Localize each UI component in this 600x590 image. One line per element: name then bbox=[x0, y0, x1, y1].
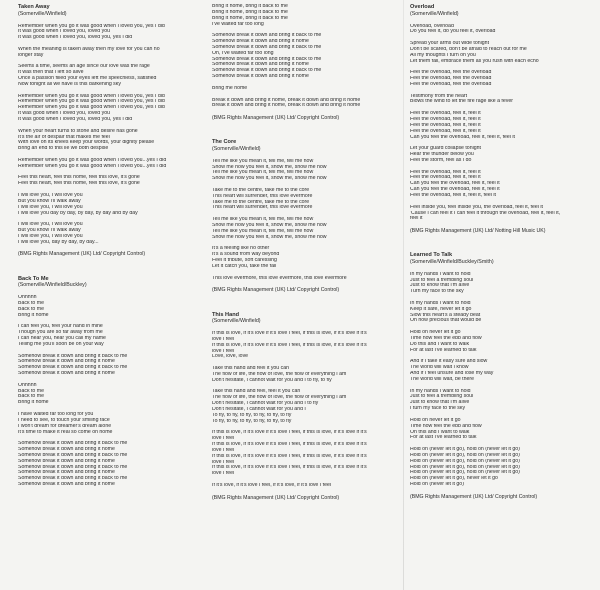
lyric-line: In my hands I want to hold bbox=[410, 271, 471, 277]
lyric-line: Somehow break it down and bring it back to me bbox=[18, 353, 128, 359]
stanza bbox=[18, 64, 208, 87]
lyric-line: Bring it home bbox=[18, 312, 49, 318]
lyric-line: Take me to the centre, take me to the core bbox=[212, 199, 310, 205]
song-title: This Hand bbox=[212, 311, 240, 318]
lyric-line: Break it down and bring it home, break it down and bring it home bbox=[212, 103, 361, 109]
lyric-line: Feel the storm, feel as I do bbox=[410, 157, 472, 163]
song-taken-away bbox=[18, 4, 208, 258]
lyric-line: Once a passion filled your eyes left me speechless, satisfied bbox=[18, 76, 157, 82]
song-overload bbox=[410, 4, 592, 234]
lyrics-column-3 bbox=[410, 4, 592, 500]
lyric-line: Bring me home bbox=[212, 85, 248, 91]
lyric-line: Tell me like you mean it, tell me, tell me now bbox=[212, 170, 314, 176]
lyric-line: Ohhhhh bbox=[18, 295, 37, 301]
stanza bbox=[410, 359, 592, 382]
stanza bbox=[18, 412, 208, 435]
lyric-line: Let your guard collapse tonight bbox=[410, 146, 481, 152]
lyric-line: Bring it home, bring it back to me bbox=[212, 4, 288, 9]
lyric-line: Bring it home bbox=[18, 400, 49, 406]
lyric-line: Do you feel it, do you feel it, overload bbox=[410, 29, 496, 35]
lyric-line: I have waited far too long for you bbox=[18, 411, 94, 417]
stanza bbox=[18, 222, 208, 245]
spacer bbox=[212, 294, 402, 312]
lyric-line: Show me how you feel it, show me, show me how bbox=[212, 176, 327, 182]
lyric-line: Hold on (never let it go), never let it go bbox=[410, 476, 498, 482]
stanza bbox=[410, 447, 592, 488]
lyric-line: Somehow break it down and bring it back to me bbox=[18, 365, 128, 371]
stanza bbox=[212, 98, 402, 110]
lyric-line: love I feel bbox=[212, 336, 235, 342]
lyric-line: For at last I've learned to talk bbox=[410, 435, 477, 441]
lyric-line: Show me how you feel it, show me, show me how bbox=[212, 223, 327, 229]
lyric-line: Don't hesitate, I cannot wait for you and I bbox=[212, 406, 306, 412]
lyric-line: Hold on (never let it go), hold on (never let it go) bbox=[410, 458, 520, 464]
lyric-line: I will love you, I will love you bbox=[18, 222, 83, 228]
lyric-line: If this is love, if it's love if it's love I feel, if this is love, if it's love if it's bbox=[212, 342, 367, 348]
lyric-line: Hold on (never let it go), hold on (never let it go) bbox=[410, 452, 520, 458]
lyric-line: Time now feel the ebb and flow bbox=[410, 336, 482, 342]
lyric-line: If this is love, if it's love if it's love I feel, if this is love, if it's love if it's bbox=[212, 453, 367, 459]
lyric-line: I will love you, I will love you bbox=[18, 233, 83, 239]
spacer bbox=[18, 258, 208, 276]
stanza bbox=[18, 324, 208, 347]
lyric-line: Hold on (never let it go), hold on (never let it go) bbox=[410, 470, 520, 476]
song-credit: (Somerville/Winfield) bbox=[18, 10, 67, 17]
lyric-line: If this is love, if it's love if it's love I feel, if this is love, if it's love if it's bbox=[212, 465, 367, 471]
stanza bbox=[410, 301, 592, 324]
lyric-line: But you know I'll walk away bbox=[18, 198, 81, 204]
song-title: Back To Me bbox=[18, 275, 49, 282]
lyric-line: Back to me bbox=[18, 388, 44, 394]
lyric-line: Somehow break it down and bring it home bbox=[212, 62, 309, 68]
song-title: Overload bbox=[410, 4, 435, 10]
lyric-line: feel it bbox=[410, 216, 423, 222]
lyric-line: Tell me like you mean it, tell me, tell me now bbox=[212, 228, 314, 234]
lyric-line: I will love you, I will love you bbox=[18, 192, 83, 198]
lyric-line: Hold on never let it go bbox=[410, 330, 461, 336]
lyric-line: Feel inside you, feel inside you, the overload, feel it, feel it bbox=[410, 204, 543, 210]
stanza bbox=[18, 175, 208, 187]
lyric-line: Now tonight all we have is this darkening sky bbox=[18, 81, 121, 87]
lyric-line: love I feel bbox=[212, 348, 235, 354]
lyric-line: Back to me bbox=[18, 394, 44, 400]
lyric-line: Back to me bbox=[18, 300, 44, 306]
stanza bbox=[410, 418, 592, 441]
stanza bbox=[410, 170, 592, 199]
lyric-line: Feel the overload, feel it, feel it bbox=[410, 128, 481, 134]
lyric-line: Somehow break it down and bring it back to me bbox=[18, 476, 128, 482]
lyric-line: It was good when I loved you, loved you bbox=[18, 111, 110, 117]
song-title: Taken Away bbox=[18, 4, 50, 10]
lyric-line: Remember when you go it was good when I loved you, yes I did bbox=[18, 93, 165, 99]
stanza bbox=[410, 205, 592, 223]
lyric-line: Feel the overload, feel it, feel it bbox=[410, 169, 481, 175]
lyric-line: Remember when you go it was good when I loved you, yes I did bbox=[18, 99, 165, 105]
lyric-line: Oh, I've waited far too long bbox=[212, 50, 274, 56]
lyric-line: To fly, to fly, to fly, to fly, to fly, to fly bbox=[212, 412, 292, 418]
lyric-line: The flow of life, the flow of love, the flow of everything I am bbox=[212, 395, 347, 401]
stanza bbox=[212, 483, 402, 489]
lyric-line: Somehow break it down and bring it home bbox=[212, 74, 309, 80]
lyric-line: And if I feel unsure and lose my way bbox=[410, 371, 494, 377]
lyric-line: Can you feel the overload, feel it, feel it bbox=[410, 187, 500, 193]
lyric-line: love I feel bbox=[212, 447, 235, 453]
lyric-line: Somehow break it down and bring it home bbox=[18, 458, 115, 464]
lyric-line: Feel the overload, feel the overload bbox=[410, 81, 492, 87]
lyric-line: When your heart turns to stone and desire has gone bbox=[18, 128, 138, 134]
lyric-line: It was good when I loved you, loved you bbox=[18, 29, 110, 35]
lyric-line: Hold on never let it go bbox=[410, 417, 461, 423]
lyric-line: Can you feel the overload, feel it, feel it bbox=[410, 181, 500, 187]
lyric-line: If this is love, if it's love if it's love I feel, if this is love, if it's love if it's bbox=[212, 442, 367, 448]
stanza bbox=[18, 193, 208, 216]
lyric-line: Somehow break it down and bring it back to me bbox=[212, 56, 322, 62]
lyric-line: Feel the overload, feel it, feel it bbox=[410, 117, 481, 122]
lyric-line: Take this hand and feel, feel it you can bbox=[212, 389, 301, 395]
lyric-line: Feel it tribute, soft caressing bbox=[212, 258, 277, 264]
lyric-line: This heart will surrender, this love evermore bbox=[212, 193, 313, 199]
stanza bbox=[410, 272, 592, 295]
song-credit: (Somerville/Winfield/Buckley/Smith) bbox=[410, 258, 494, 265]
stanza bbox=[410, 70, 592, 88]
lyric-line: Bring it home, bring it back to me bbox=[212, 15, 288, 21]
stanza bbox=[212, 217, 402, 240]
lyric-line: Bring it home, bring it back to me bbox=[212, 9, 288, 15]
lyric-line: Ohhhhh bbox=[18, 382, 37, 388]
lyric-line: All my thoughts I turn on you bbox=[410, 52, 476, 58]
lyric-line: Keep it safe, never let it go bbox=[410, 306, 472, 312]
stanza bbox=[18, 441, 208, 488]
lyric-line: I need to see, to touch your smiling face bbox=[18, 417, 110, 423]
lyric-line: I've waited far too long bbox=[212, 21, 264, 27]
lyric-line: The world will wait I know bbox=[410, 365, 469, 371]
stanza bbox=[410, 389, 592, 412]
lyric-line: It's time to make it real so come on home bbox=[18, 429, 113, 435]
lyric-line: For at last I've learned to talk bbox=[410, 347, 477, 353]
stanza bbox=[212, 188, 402, 211]
lyric-line: Somehow break it down and bring it home bbox=[18, 482, 115, 488]
lyric-line: Hear the thunder below you bbox=[410, 152, 474, 158]
lyric-line: Just to know that I'm alive bbox=[410, 283, 470, 289]
lyric-line: It was good when I loved you, loved you, yes I did bbox=[18, 35, 133, 41]
lyric-line: But you know I'll walk away bbox=[18, 228, 81, 234]
lyric-line: Show me how you feel it, show me, show me how bbox=[212, 164, 327, 170]
lyric-line: Somehow break it down and bring it home bbox=[18, 359, 115, 365]
lyric-line: If this is love, if it's love if it's love I feel, if this is love, if it's love if it's bbox=[212, 331, 367, 336]
lyric-line: Turn my face to the sky bbox=[410, 289, 464, 295]
stanza bbox=[18, 354, 208, 377]
lyric-line: Tell me like you mean it, tell me, tell me now bbox=[212, 158, 314, 164]
song-credit: (Somerville/Winfield/Buckley) bbox=[18, 282, 87, 289]
spacer bbox=[212, 121, 402, 139]
lyric-line: I turn my face to the sky bbox=[410, 406, 466, 412]
song-credit: (Somerville/Winfield) bbox=[212, 318, 261, 324]
stanza bbox=[18, 47, 208, 59]
lyric-line: Oh how precious that would be bbox=[410, 318, 482, 324]
lyric-line: Hold on (never let it go) bbox=[410, 482, 464, 488]
lyric-line: This love evermore, this love evermore, this love evermore bbox=[212, 275, 347, 281]
lyric-line: The flow of life, the flow of love, the flow of everything I am bbox=[212, 371, 347, 377]
lyric-line: In my hands I want to hold bbox=[410, 300, 471, 306]
song-title: The Core bbox=[212, 139, 237, 146]
lyric-line: It's the air of despair that makes me feel bbox=[18, 134, 110, 140]
lyric-line: Take this hand and feel it you can bbox=[212, 366, 289, 372]
lyric-line: Somehow break it down and bring it back to me bbox=[212, 68, 322, 74]
lyric-line: Time now feel the ebb and flow bbox=[410, 423, 482, 429]
stanza bbox=[18, 158, 208, 170]
lyrics-column-1 bbox=[18, 4, 208, 494]
song-credit: (Somerville/Winfield) bbox=[410, 10, 459, 17]
lyric-line: This heart will surrender, this love evermore bbox=[212, 205, 313, 211]
lyric-line: In my hands I want to hold bbox=[410, 388, 471, 394]
stanza bbox=[18, 24, 208, 42]
stanza bbox=[212, 86, 402, 92]
lyric-line: Don't be scared, don't be afraid to reach out for me bbox=[410, 46, 527, 52]
stanza bbox=[212, 246, 402, 269]
lyric-line: Show me how you feel it, show me, show me how bbox=[212, 234, 327, 240]
lyric-line: Hold on (never let it go), hold on (never let it go) bbox=[410, 447, 520, 453]
lyric-line: Feel the overload, feel it, feel it bbox=[410, 111, 481, 117]
stanza bbox=[410, 111, 592, 140]
lyric-line: It's a feeling like no other bbox=[212, 246, 270, 252]
column-divider bbox=[403, 0, 404, 590]
lyric-line: Overload, overload bbox=[410, 23, 454, 29]
lyric-line: Somehow break it down and bring it home bbox=[18, 447, 115, 453]
copyright-note: (BMG Rights Management (UK) Ltd/ Copyright Control) bbox=[212, 115, 340, 122]
lyric-line: I will love you, day by day, by day... bbox=[18, 239, 99, 245]
stanza bbox=[18, 94, 208, 123]
lyric-line: Remember when you go it was good when I loved you...yes I did bbox=[18, 163, 167, 169]
lyric-line: On this and I want to walk bbox=[410, 429, 470, 435]
song-learned-to-talk bbox=[410, 252, 592, 500]
copyright-note: (BMG Rights Management (UK) Ltd/ Notting Hill Music UK) bbox=[410, 228, 546, 235]
lyric-line: Feel the overload, feel it, feel it, feel it bbox=[410, 192, 496, 198]
lyric-line: Let it catch you, take the fall bbox=[212, 263, 277, 269]
stanza bbox=[212, 4, 402, 27]
lyric-line: longer stay bbox=[18, 52, 44, 58]
stanza bbox=[212, 430, 402, 477]
song-credit: (Somerville/Winfield) bbox=[212, 145, 261, 152]
lyric-line: Don't hesitate, I cannot wait for you and I to fly bbox=[212, 401, 319, 407]
lyric-line: If this is love, if it's love if it's love I feel, if this is love, if it's love if it's bbox=[212, 430, 367, 436]
lyric-line: Somehow break it down and bring it back to me bbox=[18, 464, 128, 470]
lyric-line: Can you feel the overload, feel it, feel it, feel it bbox=[410, 134, 515, 140]
stanza bbox=[18, 295, 208, 318]
lyric-line: Love, love, love bbox=[212, 354, 249, 360]
copyright-note: (BMG Rights Management (UK) Ltd/ Copyright Control) bbox=[410, 493, 538, 500]
lyric-line: It was good when I loved you, loved you, yes I did bbox=[18, 117, 133, 122]
lyric-line: Feel this heart, feel this home, feel this love, it's gone bbox=[18, 175, 140, 181]
copyright-note: (BMG Rights Management (UK) Ltd/ Copyright Control) bbox=[18, 251, 146, 258]
lyric-line: love I feel bbox=[212, 436, 235, 442]
lyric-line: Just to feel a trembling soul bbox=[410, 394, 474, 400]
lyric-line: Feel the overload, feel it, feel it bbox=[410, 175, 481, 181]
lyric-line: To fly, to fly, to fly, to fly, to fly, to fly bbox=[212, 418, 292, 424]
lyric-line: I will love you day by day, by day, by day and by day bbox=[18, 210, 138, 216]
lyric-line: I will love you, I will love you bbox=[18, 204, 83, 210]
lyric-line: When the meaning is taken away then my love for you can no bbox=[18, 46, 160, 52]
lyric-line: Feel the overload, feel it, feel it bbox=[410, 122, 481, 128]
lyric-line: Somehow break it down and bring it home bbox=[18, 470, 115, 476]
lyric-line: Though you are so far away from me bbox=[18, 330, 103, 336]
copyright-note: (BMG Rights Management (UK) Ltd/ Copyright Control) bbox=[212, 287, 340, 294]
lyric-line: Somehow break it down and bring it back to me bbox=[18, 452, 128, 458]
lyric-line: Seems a time, seems an age since our love was the rage bbox=[18, 64, 150, 70]
stanza bbox=[212, 331, 402, 360]
stanza bbox=[410, 41, 592, 64]
song-the-core bbox=[212, 139, 402, 293]
lyric-line: If it's love, if it's love I feel, if it's love, if it's love I feel bbox=[212, 482, 331, 488]
lyric-line: 'Cause I can feel it I can feel it through the overload, feel it, feel it, bbox=[410, 210, 561, 216]
lyric-line: Somehow break it down and bring it back to me bbox=[18, 441, 128, 447]
lyric-line: Slow this heart's a steady beat bbox=[410, 312, 481, 318]
lyric-line: Let them fall, embrace them as you rush with each echo bbox=[410, 58, 539, 64]
lyric-line: Just to feel a trembling soul bbox=[410, 277, 474, 283]
lyric-line: Back to me bbox=[18, 306, 44, 312]
lyric-line: Remember when you go it was good when I loved you, yes I did bbox=[18, 105, 165, 111]
lyric-line: Somehow break it down and bring it home bbox=[18, 371, 115, 377]
lyric-line: Remember when you go it was good when I loved you, yes I did bbox=[18, 23, 165, 29]
stanza bbox=[18, 129, 208, 152]
lyric-line: love I feel bbox=[212, 459, 235, 465]
song-back-to-me bbox=[18, 276, 208, 488]
lyric-line: Feel this heart, feel this home, feel this love, it's gone bbox=[18, 181, 140, 187]
lyric-line: Somehow break it down and bring it back to me bbox=[212, 44, 322, 50]
lyric-line: With love on its knees keep your words, your dignity please bbox=[18, 140, 155, 146]
lyric-line: The world will wait, be there bbox=[410, 376, 475, 382]
lyric-line: Somehow break it down and bring it home bbox=[212, 39, 309, 45]
stanza bbox=[212, 366, 402, 384]
stanza bbox=[212, 389, 402, 424]
lyric-line: Blows the wind to let the fire rage like a fever bbox=[410, 99, 513, 105]
lyric-line: Hold on (never let it go), hold on (never let it go) bbox=[410, 464, 520, 470]
lyric-line: Do this and I want to walk bbox=[410, 341, 470, 347]
song-this-hand bbox=[212, 312, 402, 501]
lyric-line: It was then that I left so alive bbox=[18, 70, 84, 76]
stanza bbox=[18, 383, 208, 406]
lyric-line: Feel the overload, feel the overload bbox=[410, 70, 492, 76]
lyric-line: Somehow break it down and bring it back to me bbox=[212, 33, 322, 39]
lyric-line: I won't dream for dreamer's dream alone bbox=[18, 423, 112, 429]
lyric-line: love I feel bbox=[212, 471, 235, 477]
lyric-line: I can feel you, feel your hand in mine bbox=[18, 324, 103, 330]
stanza bbox=[212, 159, 402, 182]
lyric-line: Don't hesitate, I cannot wait for you and I to fly, to fly bbox=[212, 377, 332, 383]
song-back-to-me-continued bbox=[212, 4, 402, 121]
lyric-line: Feel the overload, feel the overload bbox=[410, 76, 492, 82]
song-title: Learned To Talk bbox=[410, 252, 453, 259]
lyric-line: Break it down and bring it home, break it down and bring it home bbox=[212, 97, 361, 103]
stanza bbox=[410, 330, 592, 353]
lyric-line: It's a sound from way beyond bbox=[212, 252, 280, 258]
lyric-line: Spread your arms out wide tonight bbox=[410, 41, 490, 47]
lyric-line: Testimony from the heart bbox=[410, 93, 468, 99]
lyric-line: And if I take it easy sure and slow bbox=[410, 359, 488, 365]
stanza bbox=[410, 94, 592, 106]
lyric-line: Take me to the centre, take me to the core bbox=[212, 187, 310, 193]
stanza bbox=[212, 276, 402, 282]
lyric-line: I can hear you, hear you call my name bbox=[18, 336, 106, 342]
lyric-line: Remember when you go it was good when I loved you...yes I did bbox=[18, 157, 167, 163]
lyric-line: Telling me you'll soon be on your way bbox=[18, 341, 104, 347]
stanza bbox=[410, 146, 592, 164]
lyric-line: Tell me like you mean it, tell me, tell me now bbox=[212, 217, 314, 223]
spacer bbox=[410, 234, 592, 252]
stanza bbox=[212, 33, 402, 80]
stanza bbox=[410, 24, 592, 36]
lyric-line: Bring an end to this lie we both despise bbox=[18, 146, 109, 152]
copyright-note: (BMG Rights Management (UK) Ltd/ Copyright Control) bbox=[212, 494, 340, 501]
lyrics-column-2 bbox=[212, 4, 402, 501]
lyric-line: Just to know that I'm alive bbox=[410, 400, 470, 406]
